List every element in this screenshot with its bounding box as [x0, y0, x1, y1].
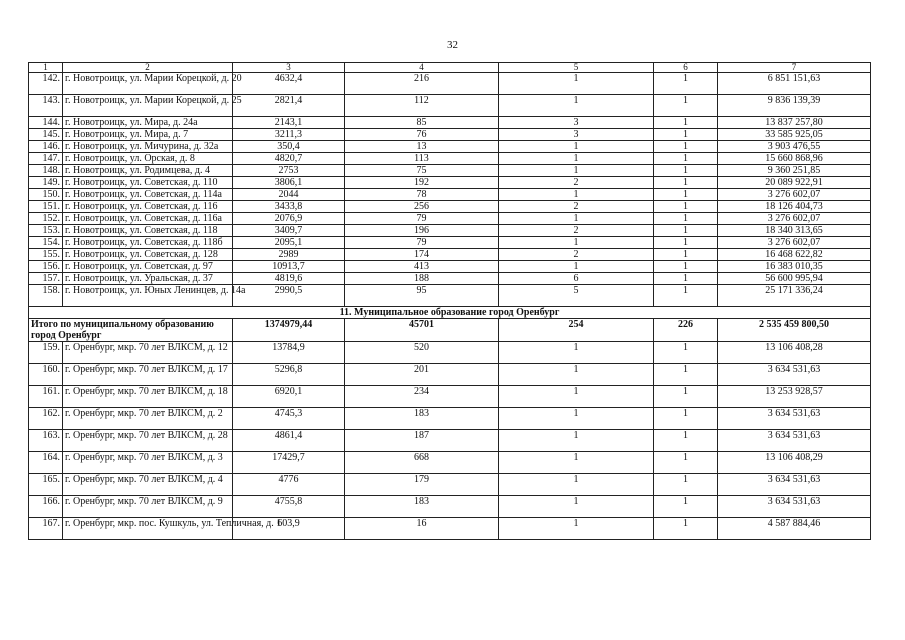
- header-cell: 7: [718, 63, 871, 73]
- cell-row-number: 158.: [29, 285, 63, 307]
- cell-residents: 413: [345, 261, 499, 273]
- cell-row-number: 161.: [29, 386, 63, 408]
- cell-amount: 3 903 476,55: [718, 141, 871, 153]
- cell-address: г. Новотроицк, ул. Уральская, д. 37: [63, 273, 233, 285]
- cell-count-b: 1: [654, 141, 718, 153]
- cell-area: 4819,6: [233, 273, 345, 285]
- cell-area: 4745,3: [233, 408, 345, 430]
- cell-count-a: 1: [499, 213, 654, 225]
- table-row: [29, 73, 871, 95]
- header-cell: 3: [233, 63, 345, 73]
- total-count-a: 254: [499, 319, 654, 342]
- cell-count-a: 2: [499, 177, 654, 189]
- cell-amount: 15 660 868,96: [718, 153, 871, 165]
- cell-count-a: 2: [499, 201, 654, 213]
- cell-address: г. Новотроицк, ул. Мира, д. 7: [63, 129, 233, 141]
- cell-amount: 20 089 922,91: [718, 177, 871, 189]
- cell-count-b: 1: [654, 285, 718, 307]
- cell-count-a: 1: [499, 430, 654, 452]
- section-header: [29, 307, 871, 319]
- cell-row-number: 147.: [29, 153, 63, 165]
- cell-count-b: 1: [654, 249, 718, 261]
- cell-amount: 6 851 151,63: [718, 73, 871, 95]
- cell-amount: 13 106 408,28: [718, 342, 871, 364]
- cell-count-b: 1: [654, 189, 718, 201]
- section-title: 11. Муниципальное образование город Оренбург: [29, 307, 871, 319]
- cell-area: 4861,4: [233, 430, 345, 452]
- cell-row-number: 152.: [29, 213, 63, 225]
- cell-area: 6920,1: [233, 386, 345, 408]
- total-residents: 45701: [345, 319, 499, 342]
- cell-count-b: 1: [654, 496, 718, 518]
- cell-count-a: 1: [499, 408, 654, 430]
- cell-row-number: 167.: [29, 518, 63, 540]
- total-row: [29, 319, 871, 342]
- cell-address: г. Оренбург, мкр. 70 лет ВЛКСМ, д. 28: [63, 430, 233, 452]
- cell-residents: 192: [345, 177, 499, 189]
- table-row: [29, 237, 871, 249]
- cell-count-b: 1: [654, 518, 718, 540]
- cell-residents: 13: [345, 141, 499, 153]
- cell-area: 13784,9: [233, 342, 345, 364]
- cell-count-b: 1: [654, 165, 718, 177]
- table-row: [29, 225, 871, 237]
- table-row: [29, 95, 871, 117]
- table-row: [29, 285, 871, 307]
- cell-count-b: 1: [654, 474, 718, 496]
- table-row: [29, 249, 871, 261]
- cell-row-number: 157.: [29, 273, 63, 285]
- cell-area: 2044: [233, 189, 345, 201]
- total-amount: 2 535 459 800,50: [718, 319, 871, 342]
- cell-residents: 78: [345, 189, 499, 201]
- cell-area: 3433,8: [233, 201, 345, 213]
- header-cell: 6: [654, 63, 718, 73]
- cell-row-number: 145.: [29, 129, 63, 141]
- cell-count-a: 2: [499, 225, 654, 237]
- cell-amount: 33 585 925,05: [718, 129, 871, 141]
- cell-residents: 234: [345, 386, 499, 408]
- cell-amount: 3 276 602,07: [718, 189, 871, 201]
- cell-residents: 174: [345, 249, 499, 261]
- total-label: Итого по муниципальному образованию город Оренбург: [29, 319, 233, 342]
- cell-address: г. Оренбург, мкр. 70 лет ВЛКСМ, д. 12: [63, 342, 233, 364]
- cell-count-a: 5: [499, 285, 654, 307]
- cell-residents: 196: [345, 225, 499, 237]
- cell-count-b: 1: [654, 237, 718, 249]
- table-row: [29, 518, 871, 540]
- cell-count-b: 1: [654, 225, 718, 237]
- cell-count-b: 1: [654, 213, 718, 225]
- cell-residents: 85: [345, 117, 499, 129]
- cell-address: г. Оренбург, мкр. 70 лет ВЛКСМ, д. 17: [63, 364, 233, 386]
- cell-row-number: 166.: [29, 496, 63, 518]
- cell-row-number: 163.: [29, 430, 63, 452]
- cell-row-number: 153.: [29, 225, 63, 237]
- cell-residents: 112: [345, 95, 499, 117]
- cell-amount: 18 126 404,73: [718, 201, 871, 213]
- table-row: [29, 342, 871, 364]
- cell-area: 5296,8: [233, 364, 345, 386]
- cell-residents: 256: [345, 201, 499, 213]
- cell-amount: 56 600 995,94: [718, 273, 871, 285]
- cell-count-a: 6: [499, 273, 654, 285]
- cell-row-number: 164.: [29, 452, 63, 474]
- cell-row-number: 142.: [29, 73, 63, 95]
- cell-residents: 95: [345, 285, 499, 307]
- cell-row-number: 149.: [29, 177, 63, 189]
- cell-area: 2990,5: [233, 285, 345, 307]
- cell-area: 2095,1: [233, 237, 345, 249]
- cell-address: г. Оренбург, мкр. 70 лет ВЛКСМ, д. 4: [63, 474, 233, 496]
- cell-area: 4755,8: [233, 496, 345, 518]
- table-row: [29, 165, 871, 177]
- cell-row-number: 155.: [29, 249, 63, 261]
- housing-table: [28, 62, 871, 540]
- cell-amount: 4 587 884,46: [718, 518, 871, 540]
- cell-row-number: 148.: [29, 165, 63, 177]
- cell-residents: 75: [345, 165, 499, 177]
- cell-address: г. Новотроицк, ул. Орская, д. 8: [63, 153, 233, 165]
- table-row: [29, 452, 871, 474]
- cell-count-b: 1: [654, 408, 718, 430]
- cell-count-a: 1: [499, 189, 654, 201]
- table-row: [29, 430, 871, 452]
- header-cell: 5: [499, 63, 654, 73]
- table-row: [29, 141, 871, 153]
- table-row: [29, 386, 871, 408]
- cell-row-number: 146.: [29, 141, 63, 153]
- cell-residents: 187: [345, 430, 499, 452]
- cell-count-b: 1: [654, 73, 718, 95]
- cell-count-a: 1: [499, 342, 654, 364]
- cell-count-a: 1: [499, 153, 654, 165]
- cell-amount: 16 383 010,35: [718, 261, 871, 273]
- cell-residents: 79: [345, 237, 499, 249]
- cell-residents: 76: [345, 129, 499, 141]
- cell-row-number: 144.: [29, 117, 63, 129]
- cell-row-number: 154.: [29, 237, 63, 249]
- cell-amount: 3 634 531,63: [718, 430, 871, 452]
- cell-count-a: 3: [499, 129, 654, 141]
- cell-row-number: 150.: [29, 189, 63, 201]
- table-row: [29, 177, 871, 189]
- cell-area: 4632,4: [233, 73, 345, 95]
- cell-count-a: 1: [499, 364, 654, 386]
- cell-amount: 25 171 336,24: [718, 285, 871, 307]
- cell-address: г. Оренбург, мкр. 70 лет ВЛКСМ, д. 9: [63, 496, 233, 518]
- cell-area: 3806,1: [233, 177, 345, 189]
- cell-area: 3211,3: [233, 129, 345, 141]
- cell-amount: 9 360 251,85: [718, 165, 871, 177]
- table-row: [29, 261, 871, 273]
- cell-address: г. Новотроицк, ул. Мичурина, д. 32а: [63, 141, 233, 153]
- cell-amount: 9 836 139,39: [718, 95, 871, 117]
- cell-amount: 18 340 313,65: [718, 225, 871, 237]
- cell-amount: 3 276 602,07: [718, 213, 871, 225]
- cell-count-b: 1: [654, 129, 718, 141]
- cell-residents: 188: [345, 273, 499, 285]
- cell-count-b: 1: [654, 201, 718, 213]
- cell-area: 350,4: [233, 141, 345, 153]
- cell-address: г. Новотроицк, ул. Советская, д. 110: [63, 177, 233, 189]
- cell-row-number: 159.: [29, 342, 63, 364]
- total-area: 1374979,44: [233, 319, 345, 342]
- cell-address: г. Новотроицк, ул. Советская, д. 118: [63, 225, 233, 237]
- cell-residents: 668: [345, 452, 499, 474]
- cell-amount: 13 837 257,80: [718, 117, 871, 129]
- cell-count-b: 1: [654, 430, 718, 452]
- table-row: [29, 496, 871, 518]
- cell-count-b: 1: [654, 342, 718, 364]
- cell-residents: 183: [345, 408, 499, 430]
- cell-count-a: 3: [499, 117, 654, 129]
- cell-area: 2076,9: [233, 213, 345, 225]
- cell-address: г. Новотроицк, ул. Советская, д. 118б: [63, 237, 233, 249]
- cell-count-b: 1: [654, 153, 718, 165]
- table-row: [29, 189, 871, 201]
- cell-area: 4820,7: [233, 153, 345, 165]
- header-cell: 1: [29, 63, 63, 73]
- cell-row-number: 156.: [29, 261, 63, 273]
- cell-count-a: 2: [499, 249, 654, 261]
- cell-address: г. Новотроицк, ул. Юных Ленинцев, д. 14а: [63, 285, 233, 307]
- cell-row-number: 160.: [29, 364, 63, 386]
- cell-address: г. Оренбург, мкр. 70 лет ВЛКСМ, д. 2: [63, 408, 233, 430]
- table-row: [29, 273, 871, 285]
- cell-address: г. Оренбург, мкр. 70 лет ВЛКСМ, д. 18: [63, 386, 233, 408]
- cell-area: 17429,7: [233, 452, 345, 474]
- cell-count-b: 1: [654, 261, 718, 273]
- cell-count-b: 1: [654, 177, 718, 189]
- cell-amount: 16 468 622,82: [718, 249, 871, 261]
- page-number: 32: [447, 39, 458, 51]
- cell-residents: 216: [345, 73, 499, 95]
- cell-residents: 179: [345, 474, 499, 496]
- cell-address: г. Новотроицк, ул. Советская, д. 128: [63, 249, 233, 261]
- table-row: [29, 117, 871, 129]
- cell-area: 2753: [233, 165, 345, 177]
- cell-count-a: 1: [499, 496, 654, 518]
- header-cell: 4: [345, 63, 499, 73]
- cell-area: 603,9: [233, 518, 345, 540]
- cell-amount: 13 106 408,29: [718, 452, 871, 474]
- cell-residents: 520: [345, 342, 499, 364]
- cell-row-number: 143.: [29, 95, 63, 117]
- table-row: [29, 213, 871, 225]
- table-row: [29, 408, 871, 430]
- cell-count-a: 1: [499, 518, 654, 540]
- cell-residents: 79: [345, 213, 499, 225]
- cell-address: г. Новотроицк, ул. Советская, д. 116: [63, 201, 233, 213]
- cell-count-b: 1: [654, 117, 718, 129]
- cell-amount: 3 634 531,63: [718, 474, 871, 496]
- table-row: [29, 474, 871, 496]
- cell-row-number: 151.: [29, 201, 63, 213]
- cell-address: г. Оренбург, мкр. 70 лет ВЛКСМ, д. 3: [63, 452, 233, 474]
- table-row: [29, 129, 871, 141]
- cell-address: г. Новотроицк, ул. Советская, д. 97: [63, 261, 233, 273]
- cell-address: г. Оренбург, мкр. пос. Кушкуль, ул. Тепличная, д. 1: [63, 518, 233, 540]
- cell-residents: 201: [345, 364, 499, 386]
- cell-address: г. Новотроицк, ул. Марии Корецкой, д. 20: [63, 73, 233, 95]
- cell-amount: 3 634 531,63: [718, 364, 871, 386]
- cell-amount: 13 253 928,57: [718, 386, 871, 408]
- cell-address: г. Новотроицк, ул. Советская, д. 114а: [63, 189, 233, 201]
- cell-count-a: 1: [499, 452, 654, 474]
- cell-address: г. Новотроицк, ул. Мира, д. 24а: [63, 117, 233, 129]
- cell-address: г. Новотроицк, ул. Родимцева, д. 4: [63, 165, 233, 177]
- cell-count-a: 1: [499, 386, 654, 408]
- cell-count-b: 1: [654, 452, 718, 474]
- header-cell: 2: [63, 63, 233, 73]
- cell-address: г. Новотроицк, ул. Советская, д. 116а: [63, 213, 233, 225]
- table-row: [29, 153, 871, 165]
- cell-count-a: 1: [499, 95, 654, 117]
- column-number-header: [29, 63, 871, 73]
- cell-count-a: 1: [499, 474, 654, 496]
- cell-amount: 3 634 531,63: [718, 496, 871, 518]
- cell-count-b: 1: [654, 364, 718, 386]
- cell-count-a: 1: [499, 261, 654, 273]
- cell-count-a: 1: [499, 165, 654, 177]
- total-count-b: 226: [654, 319, 718, 342]
- cell-count-b: 1: [654, 273, 718, 285]
- cell-row-number: 165.: [29, 474, 63, 496]
- cell-area: 2143,1: [233, 117, 345, 129]
- cell-address: г. Новотроицк, ул. Марии Корецкой, д. 25: [63, 95, 233, 117]
- cell-area: 3409,7: [233, 225, 345, 237]
- cell-residents: 113: [345, 153, 499, 165]
- cell-count-a: 1: [499, 237, 654, 249]
- cell-row-number: 162.: [29, 408, 63, 430]
- cell-area: 2989: [233, 249, 345, 261]
- cell-residents: 16: [345, 518, 499, 540]
- cell-area: 4776: [233, 474, 345, 496]
- cell-residents: 183: [345, 496, 499, 518]
- table-row: [29, 364, 871, 386]
- cell-area: 2821,4: [233, 95, 345, 117]
- cell-count-a: 1: [499, 73, 654, 95]
- cell-count-a: 1: [499, 141, 654, 153]
- table-row: [29, 201, 871, 213]
- cell-amount: 3 634 531,63: [718, 408, 871, 430]
- cell-area: 10913,7: [233, 261, 345, 273]
- cell-amount: 3 276 602,07: [718, 237, 871, 249]
- cell-count-b: 1: [654, 386, 718, 408]
- cell-count-b: 1: [654, 95, 718, 117]
- table-body: [29, 63, 871, 540]
